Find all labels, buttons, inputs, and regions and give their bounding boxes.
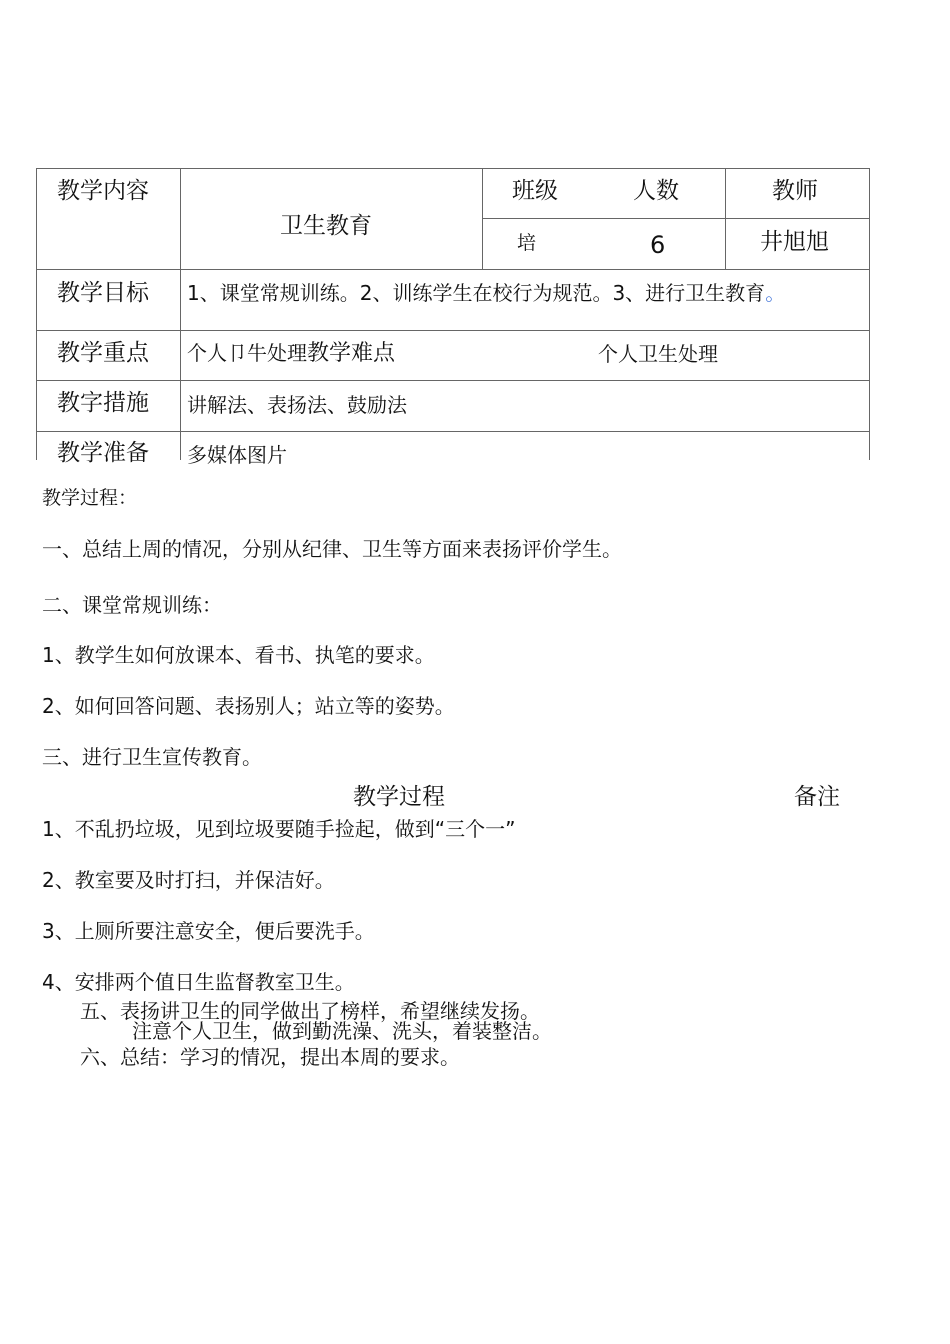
row-label-method: 教字措施 bbox=[57, 390, 149, 416]
table-border-left bbox=[36, 168, 37, 460]
process-line-3: 1、教学生如何放课本、看书、执笔的要求。 bbox=[42, 643, 435, 667]
final-line: 六、总结：学习的情况，提出本周的要求。 bbox=[80, 1045, 460, 1069]
section-header-notes: 备注 bbox=[794, 784, 840, 810]
table-divider-inner bbox=[482, 218, 870, 219]
hygiene-item-1: 1、不乱扔垃圾，见到垃圾要随手捡起，做到“三个一” bbox=[42, 817, 516, 841]
hygiene-item-3: 3、上厕所要注意安全，便后要洗手。 bbox=[42, 919, 375, 943]
count-label: 人数 bbox=[633, 178, 679, 204]
objective-content: 1、课堂常规训练。2、训练学生在校行为规范。3、进行卫生教育 bbox=[187, 281, 766, 305]
table-col-divider-class bbox=[482, 168, 483, 269]
process-line-2: 二、课堂常规训练： bbox=[42, 593, 222, 617]
count-value: 6 bbox=[650, 231, 666, 259]
table-border-top bbox=[36, 168, 870, 169]
section-header-process: 教学过程 bbox=[353, 784, 445, 810]
hygiene-item-2: 2、教室要及时打扫，并保洁好。 bbox=[42, 868, 335, 892]
hygiene-item-4: 4、安排两个值日生监督教室卫生。 bbox=[42, 970, 355, 994]
table-col-divider bbox=[180, 168, 181, 460]
keypoint-content: 个人卩牛处理 bbox=[187, 341, 307, 365]
row5-clip bbox=[0, 431, 950, 467]
hidden-line: 注意个人卫生，做到勤洗澡、洗头，着装整洁。 bbox=[132, 1019, 552, 1043]
row-label-preparation: 教学准备 bbox=[57, 440, 149, 466]
row-label-content: 教学内容 bbox=[57, 178, 149, 204]
keypoint-text bbox=[187, 336, 395, 367]
process-line-4: 2、如何回答问题、表扬别人；站立等的姿势。 bbox=[42, 694, 455, 718]
method-text: 讲解法、表扬法、鼓励法 bbox=[187, 393, 407, 417]
process-line-1: 一、总结上周的情况，分别从纪律、卫生等方面来表扬评价学生。 bbox=[42, 537, 622, 561]
difficulty-label: 教学难点 bbox=[307, 341, 396, 366]
overlap-line: 五、表扬讲卫生的同学做出了榜样，希望继续发扬。 bbox=[80, 999, 540, 1023]
process-heading: 教学过程： bbox=[42, 487, 138, 509]
table-divider-2 bbox=[36, 330, 870, 331]
objective-text bbox=[187, 277, 785, 306]
table-divider-3 bbox=[36, 380, 870, 381]
teacher-label: 教师 bbox=[772, 178, 818, 204]
teacher-name: 井旭旭 bbox=[760, 229, 829, 255]
row-label-objective: 教学目标 bbox=[57, 280, 149, 306]
preparation-text: 多媒体图片 bbox=[187, 443, 287, 467]
class-value: 培 bbox=[517, 232, 537, 254]
table-border-right bbox=[869, 168, 870, 460]
row-label-keypoint: 教学重点 bbox=[57, 340, 149, 366]
class-label: 班级 bbox=[512, 178, 558, 204]
difficulty-value: 个人卫生处理 bbox=[598, 342, 718, 366]
table-divider-1 bbox=[36, 269, 870, 270]
lesson-topic: 卫生教育 bbox=[280, 213, 372, 239]
table-col-divider-teacher bbox=[725, 168, 726, 269]
process-line-5: 三、进行卫生宣传教育。 bbox=[42, 745, 262, 769]
objective-end-mark: 。 bbox=[765, 281, 786, 305]
